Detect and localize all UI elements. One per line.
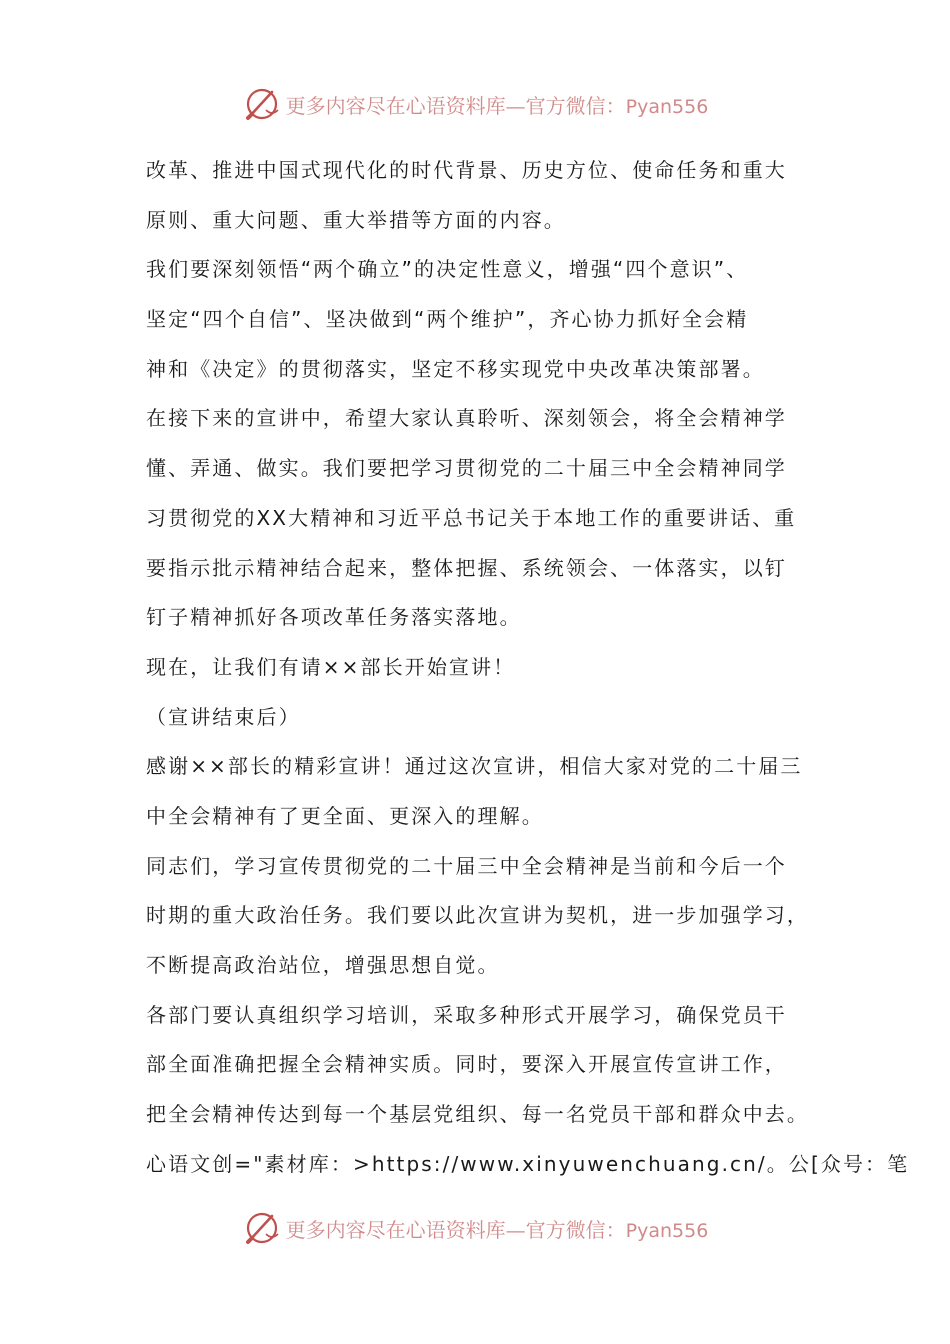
- footer-banner-text: 更多内容尽在心语资料库—官方微信：: [285, 1217, 626, 1242]
- footer-wechat-id: Pyan556: [625, 1219, 709, 1242]
- text-line: 钉子精神抓好各项改革任务落实落地。: [146, 605, 522, 630]
- text-line: 现在，让我们有请××部长开始宣讲！: [146, 654, 516, 679]
- text-line: 同志们，学习宣传贯彻党的二十届三中全会精神是当前和今后一个: [146, 853, 787, 878]
- text-line: 部全面准确把握全会精神实质。同时，要深入开展宣传宣讲工作，: [146, 1052, 787, 1077]
- text-line: 习贯彻党的XX大精神和习近平总书记关于本地工作的重要讲话、重: [146, 505, 797, 530]
- text-line: 把全会精神传达到每一个基层党组织、每一名党员干部和群众中去。: [146, 1102, 809, 1127]
- text-line: 原则、重大问题、重大举措等方面的内容。: [146, 207, 566, 232]
- header-banner: [0, 80, 950, 128]
- text-line: 各部门要认真组织学习培训，采取多种形式开展学习，确保党员干: [146, 1002, 787, 1027]
- header-wechat-id: Pyan556: [625, 95, 709, 118]
- text-line: 中全会精神有了更全面、更深入的理解。: [146, 803, 544, 828]
- text-line: 坚定“四个自信”、坚决做到“两个维护”，齐心协力抓好全会精: [146, 307, 749, 332]
- text-line: 不断提高政治站位，增强思想自觉。: [146, 953, 500, 977]
- text-line: 时期的重大政治任务。我们要以此次宣讲为契机，进一步加强学习，: [146, 903, 809, 928]
- text-line: 神和《决定》的贯彻落实，坚定不移实现党中央改革决策部署。: [146, 356, 765, 381]
- text-line: 懂、弄通、做实。我们要把学习贯彻党的二十届三中全会精神同学: [146, 456, 787, 481]
- text-line: 心语文创="素材库：>https://www.xinyuwenchuang.cn/。公[众号：笔: [146, 1151, 910, 1176]
- header-banner-text: 更多内容尽在心语资料库—官方微信：: [285, 93, 626, 118]
- text-line: 感谢××部长的精彩宣讲！通过这次宣讲，相信大家对党的二十届三: [146, 754, 803, 779]
- text-line: 我们要深刻领悟“两个确立”的决定性意义，增强“四个意识”、: [146, 257, 749, 282]
- footer-banner: [0, 1204, 950, 1252]
- pen-circle-logo-icon: [242, 84, 282, 124]
- body-text: [146, 146, 910, 1189]
- text-line: 在接下来的宣讲中，希望大家认真聆听、深刻领会，将全会精神学: [146, 406, 787, 431]
- text-line: 要指示批示精神结合起来，整体把握、系统领会、一体落实，以钉: [146, 555, 787, 580]
- pen-circle-logo-icon: [242, 1208, 282, 1248]
- text-line: （宣讲结束后）: [146, 704, 301, 729]
- text-line: 改革、推进中国式现代化的时代背景、历史方位、使命任务和重大: [146, 158, 787, 182]
